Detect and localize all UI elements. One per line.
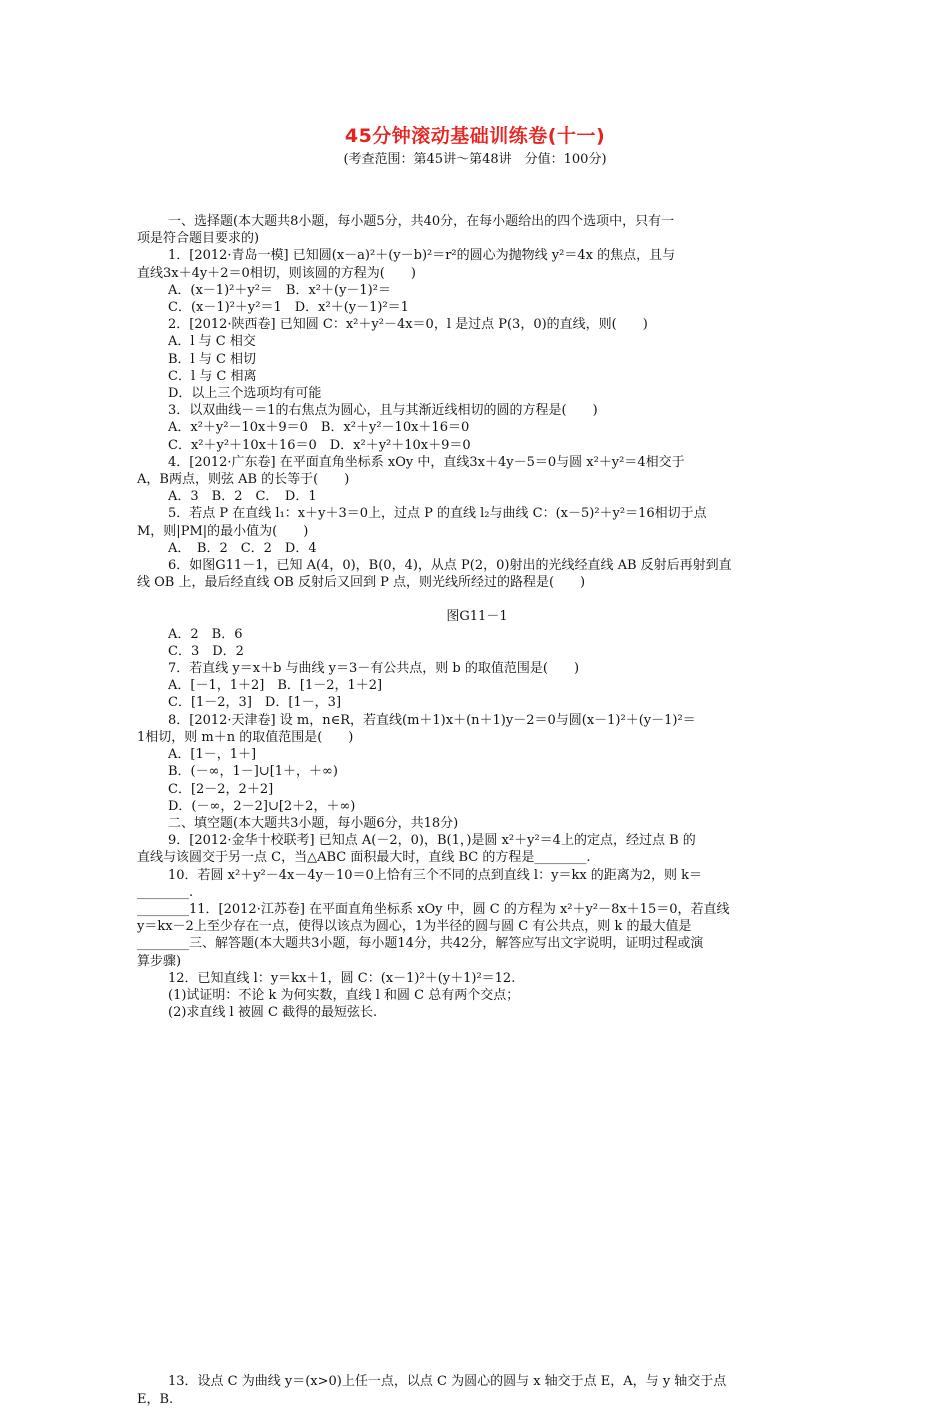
text-line: C．x²＋y²＋10x＋16＝0 D．x²＋y²＋10x＋9＝0: [168, 437, 471, 453]
questions-part-1: [137, 213, 817, 591]
text-line: 2．[2012·陕西卷] 已知圆 C：x²＋y²－4x＝0，l 是过点 P(3，0)的直线，则( ): [168, 317, 648, 333]
text-line: 二、填空题(本大题共3小题，每小题6分，共18分): [168, 815, 459, 831]
document-body: [137, 213, 817, 1408]
text-line: M，则|PM|的最小值为( ): [137, 523, 309, 539]
text-line: C．3 D．2: [168, 643, 244, 659]
text-line: (2)求直线 l 被圆 C 截得的最短弦长.: [168, 1005, 378, 1021]
text-line: A．3 B．2 C． D．1: [168, 489, 317, 505]
text-line: C．[1－2，3] D．[1－，3]: [168, 695, 342, 711]
text-line: 9．[2012·金华十校联考] 已知点 A(－2，0)，B(1，)是圆 x²＋y²＝4上的定点，经过点 B 的: [168, 833, 696, 849]
text-line: A．l 与 C 相交: [168, 334, 256, 350]
text-line: 1．[2012·青岛一模] 已知圆(x－a)²＋(y－b)²＝r²的圆心为抛物线 y²＝4x 的焦点，且与: [168, 248, 676, 264]
text-line: 4．[2012·广东卷] 在平面直角坐标系 xOy 中，直线3x＋4y－5＝0与圆 x²＋y²＝4相交于: [168, 454, 685, 470]
text-line: 10．若圆 x²＋y²－4x－4y－10＝0上恰有三个不同的点到直线 l：y＝kx 的距离为2，则 k＝: [168, 867, 703, 883]
text-line: (1)试证明：不论 k 为何实数，直线 l 和圆 C 总有两个交点；: [168, 987, 520, 1003]
text-line: 3．以双曲线－＝1的右焦点为圆心，且与其渐近线相切的圆的方程是( ): [168, 403, 598, 419]
figure-caption: 图G11－1: [446, 609, 508, 625]
text-line: C．l 与 C 相离: [168, 368, 257, 384]
text-line: 项是符合题目要求的): [137, 231, 260, 247]
text-line: D．以上三个选项均有可能: [168, 386, 322, 402]
text-line: A．[1－，1＋]: [168, 747, 257, 763]
text-line: A．2 B．6: [168, 626, 243, 642]
questions-part-2: [137, 626, 817, 1022]
text-line: ________三、解答题(本大题共3小题，每小题14分，共42分，解答应写出文字说明，证明过程或演: [137, 936, 704, 952]
text-line: A． B．2 C．2 D．4: [168, 540, 317, 556]
text-line: ________.: [137, 884, 194, 900]
text-line: 12．已知直线 l：y＝kx＋1，圆 C：(x－1)²＋(y＋1)²＝12.: [168, 970, 516, 986]
answer-space: [137, 1021, 817, 1373]
text-line: 5．若点 P 在直线 l₁：x＋y＋3＝0上，过点 P 的直线 l₂与曲线 C：(x－5)²＋y²＝16相切于点: [168, 506, 707, 522]
text-line: B．l 与 C 相切: [168, 351, 257, 367]
text-line: E，B.: [137, 1391, 174, 1407]
text-line: ________11．[2012·江苏卷] 在平面直角坐标系 xOy 中，圆 C 的方程为 x²＋y²－8x＋15＝0，若直线: [137, 901, 730, 917]
text-line: B．(－∞，1－]∪[1＋，＋∞): [168, 764, 338, 780]
text-line: A．[－1，1＋2] B．[1－2，1＋2]: [168, 678, 383, 694]
text-line: A，B两点，则弦 AB 的长等于( ): [137, 472, 350, 488]
text-line: 7．若直线 y＝x＋b 与曲线 y＝3－有公共点，则 b 的取值范围是( ): [168, 661, 580, 677]
text-line: 8．[2012·天津卷] 设 m，n∈R，若直线(m＋1)x＋(n＋1)y－2＝0与圆(x－1)²＋(y－1)²＝: [168, 712, 696, 728]
text-line: 6．如图G11－1，已知 A(4，0)，B(0，4)，从点 P(2，0)射出的光线经直线 AB 反射后再射到直: [168, 558, 732, 574]
text-line: 算步骤): [137, 953, 182, 969]
text-line: D．(－∞，2－2]∪[2＋2，＋∞): [168, 798, 356, 814]
text-line: C．[2－2，2＋2]: [168, 781, 274, 797]
page-title: 45分钟滚动基础训练卷(十一): [344, 125, 606, 147]
questions-part-3: [137, 1373, 817, 1407]
text-line: C．(x－1)²＋y²＝1 D．x²＋(y－1)²＝1: [168, 300, 409, 316]
text-line: 一、选择题(本大题共8小题，每小题5分，共40分，在每小题给出的四个选项中，只有一: [168, 214, 675, 229]
text-line: 直线3x＋4y＋2＝0相切，则该圆的方程为( ): [137, 265, 416, 281]
text-line: 直线与该圆交于另一点 C，当△ABC 面积最大时，直线 BC 的方程是________.: [137, 850, 591, 866]
text-line: A．x²＋y²－10x＋9＝0 B．x²＋y²－10x＋16＝0: [168, 420, 470, 436]
text-line: 1相切，则 m＋n 的取值范围是( ): [137, 729, 354, 745]
text-line: 线 OB 上，最后经直线 OB 反射后又回到 P 点，则光线所经过的路程是( ): [137, 575, 586, 591]
text-line: A．(x－1)²＋y²＝ B．x²＋(y－1)²＝: [168, 282, 391, 298]
text-line: 13．设点 C 为曲线 y＝(x>0)上任一点，以点 C 为圆心的圆与 x 轴交于点 E，A，与 y 轴交于点: [168, 1374, 727, 1390]
text-line: y＝kx－2上至少存在一点，使得以该点为圆心，1为半径的圆与圆 C 有公共点，则 k 的最大值是: [137, 919, 692, 935]
page-subtitle: (考查范围：第45讲～第48讲 分值：100分): [343, 152, 607, 167]
